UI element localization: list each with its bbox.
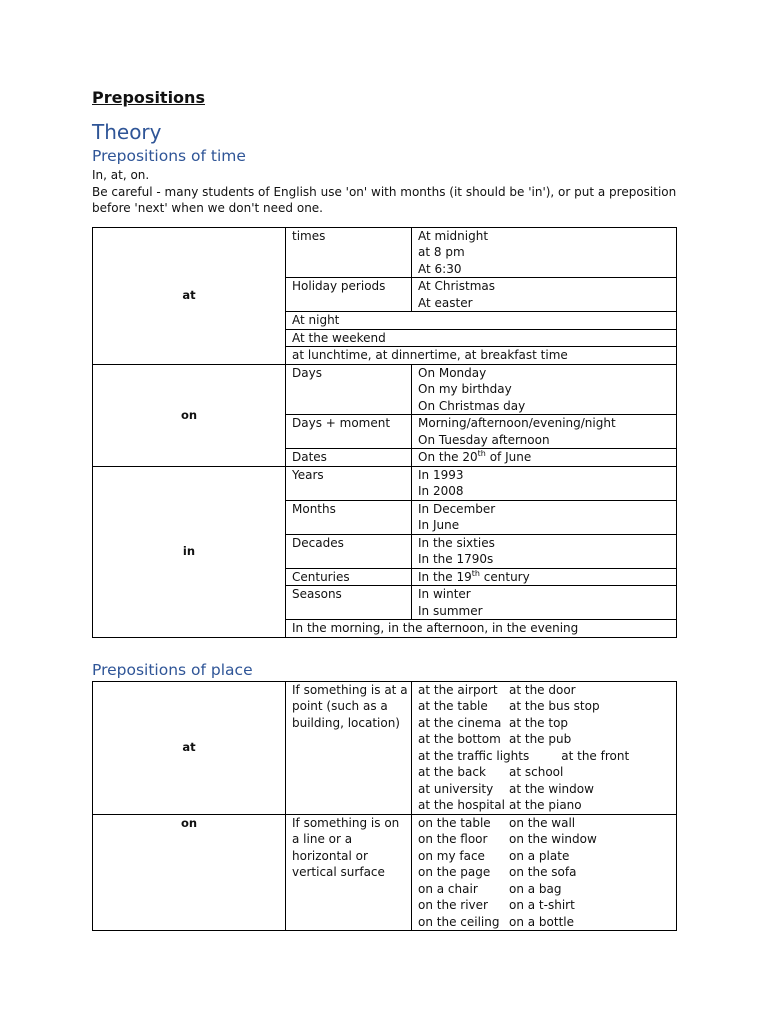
list-item: at the back at school [418,765,564,779]
times-examples: At midnight at 8 pm At 6:30 [412,227,677,278]
table-row [93,681,677,814]
list-item: at the cinema at the top [418,715,569,730]
time-in-label: in [93,466,286,637]
place-at-label: at [93,681,286,814]
moment-label: Days + moment [286,415,412,449]
list-item: on the ceiling on a bottle [418,914,575,929]
table-row [93,466,677,500]
list-item: at the traffic lights at the front [418,748,630,763]
list-item: on the table on the wall [418,815,576,830]
table-row [93,814,677,931]
seasons-examples: In winter In summer [412,586,677,620]
theory-heading: Theory [92,120,162,144]
list-item: at the bottom at the pub [418,732,572,746]
holiday-examples: At Christmas At easter [412,278,677,312]
years-label: Years [286,466,412,500]
place-table [92,681,677,932]
centuries-example: In the 19th century [412,568,677,586]
place-on-desc: If something is on a line or a horizontal or vertical surface [286,814,412,931]
place-on-examples [412,814,677,931]
table-row [93,227,677,278]
months-label: Months [286,500,412,534]
document-title: Prepositions [92,88,205,107]
decades-examples: In the sixties In the 1790s [412,534,677,568]
time-at-label: at [93,227,286,364]
decades-label: Decades [286,534,412,568]
time-intro: In, at, on. [92,168,150,182]
time-on-label: on [93,364,286,466]
months-examples: In December In June [412,500,677,534]
at-meals: at lunchtime, at dinnertime, at breakfast time [286,347,677,365]
at-weekend: At the weekend [286,329,677,347]
moment-examples: Morning/afternoon/evening/night On Tuesday afternoon [412,415,677,449]
days-label: Days [286,364,412,415]
document-page [92,88,682,931]
place-heading: Prepositions of place [92,660,253,679]
list-item: on the river on a t-shirt [418,898,575,912]
list-item: on a chair on a bag [418,881,562,896]
at-night: At night [286,312,677,330]
list-item: at the table at the bus stop [418,699,600,713]
dates-label: Dates [286,449,412,467]
centuries-label: Centuries [286,568,412,586]
time-note-line2: before 'next' when we don't need one. [92,201,323,215]
parts-of-day: In the morning, in the afternoon, in the evening [286,620,677,638]
time-table [92,227,677,638]
dates-example: On the 20th of June [412,449,677,467]
years-examples: In 1993 In 2008 [412,466,677,500]
list-item: at the airport at the door [418,682,576,697]
list-item: on my face on a plate [418,848,570,863]
days-examples: On Monday On my birthday On Christmas day [412,364,677,415]
times-label: times [286,227,412,278]
seasons-label: Seasons [286,586,412,620]
list-item: on the page on the sofa [418,865,577,879]
list-item: at university at the window [418,781,594,796]
table-row [93,364,677,415]
time-heading: Prepositions of time [92,147,246,165]
list-item: at the hospital at the piano [418,798,582,812]
place-at-examples [412,681,677,814]
list-item: on the floor on the window [418,832,597,846]
place-at-desc: If something is at a point (such as a building, location) [286,681,412,814]
place-on-label: on [93,814,286,931]
time-note-line1: Be careful - many students of English use 'on' with months (it should be 'in'), or put a preposition [92,184,677,199]
holiday-label: Holiday periods [286,278,412,312]
